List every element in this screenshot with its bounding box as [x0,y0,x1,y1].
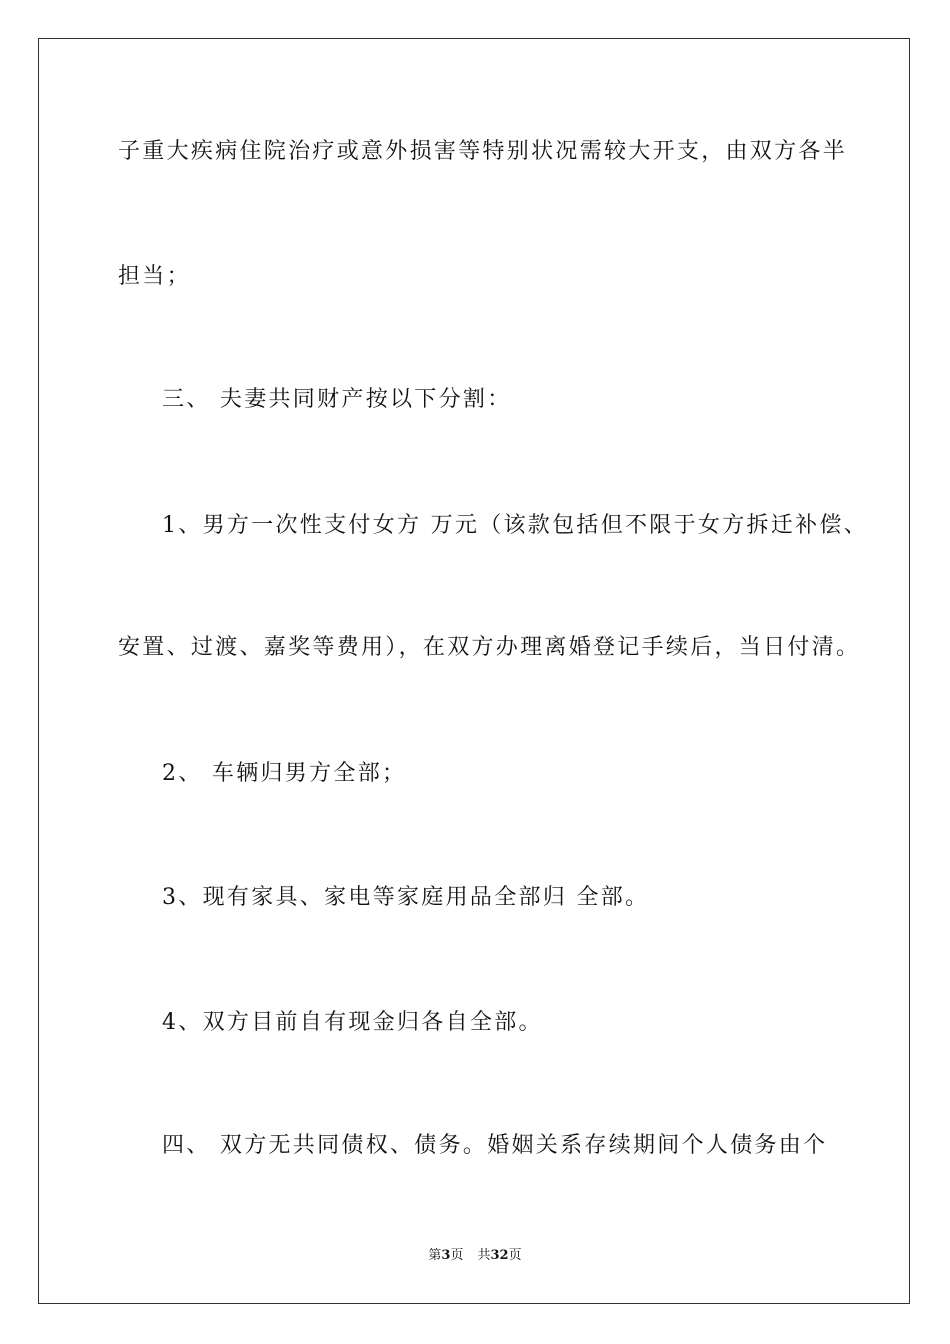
body-line-4: 1、男方一次性支付女方 万元（该款包括但不限于女方拆迁补偿、 [162,513,868,538]
body-line-9: 四、 双方无共同债权、债务。婚姻关系存续期间个人债务由个 [162,1133,828,1158]
body-line-7: 3、现有家具、家电等家庭用品全部归 全部。 [162,885,650,910]
body-line-3: 三、 夫妻共同财产按以下分割： [162,387,512,412]
page-current: 3 [441,1248,451,1263]
page-total: 32 [490,1248,509,1263]
body-line-8: 4、双方目前自有现金归各自全部。 [162,1010,543,1035]
page-border [38,38,910,1304]
body-line-1: 子重大疾病住院治疗或意外损害等特别状况需较大开支，由双方各半 [118,139,848,164]
page-suffix: 页 [450,1248,464,1263]
total-prefix: 共 [477,1248,491,1263]
page-footer [0,1247,950,1265]
body-line-6: 2、 车辆归男方全部； [162,761,407,786]
total-suffix: 页 [508,1248,522,1263]
body-line-2: 担当； [118,264,191,289]
page-prefix: 第 [428,1248,442,1263]
body-line-5: 安置、过渡、嘉奖等费用），在双方办理离婚登记手续后，当日付清。 [118,635,861,660]
